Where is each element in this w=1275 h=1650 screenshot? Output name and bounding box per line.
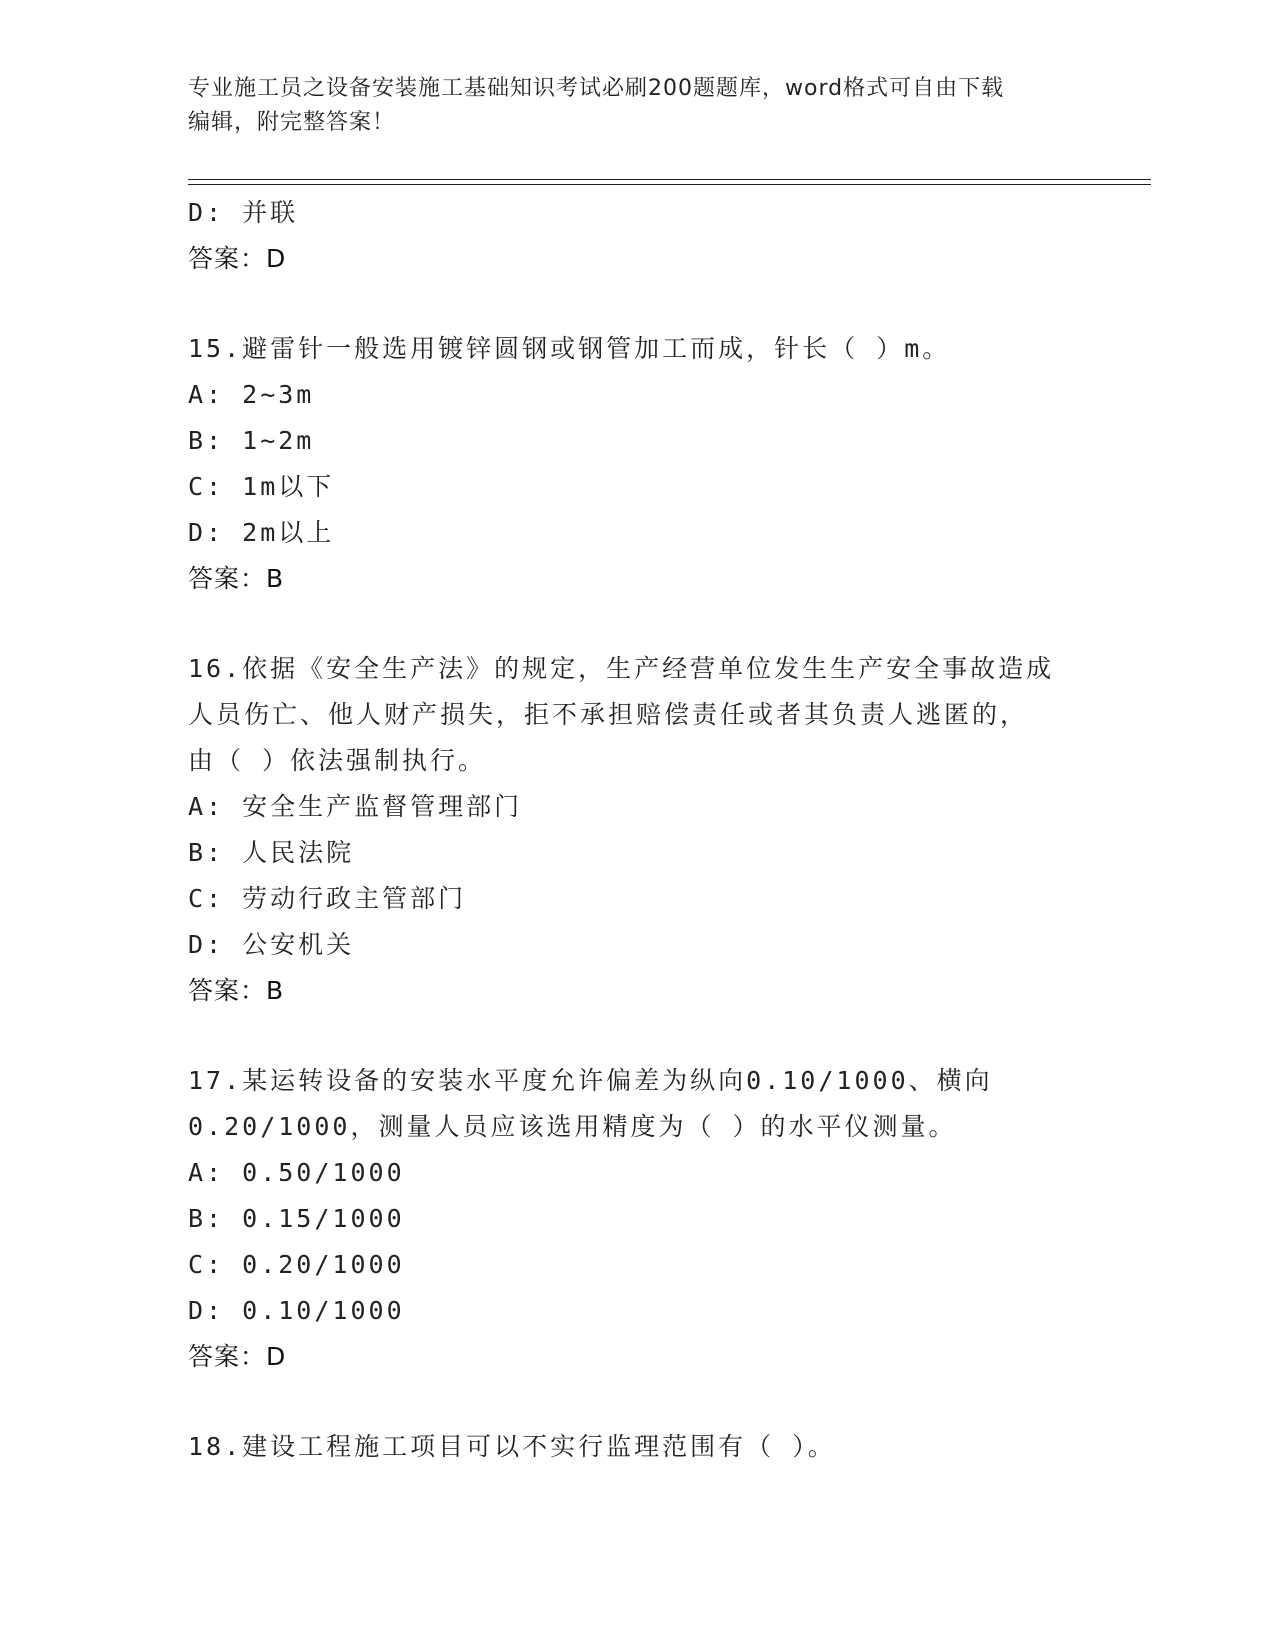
question-16 [188, 646, 1088, 1014]
question-text: 15.避雷针一般选用镀锌圆钢或钢管加工而成，针长（ ）m。 [188, 334, 951, 363]
answer-line: 答案：B [188, 564, 285, 593]
option-d: D: 2m以上 [188, 518, 335, 547]
option-c: C: 劳动行政主管部门 [188, 884, 467, 913]
option-b: B: 0.15/1000 [188, 1204, 405, 1233]
header-divider-top [188, 179, 1151, 180]
question-text: 人员伤亡、他人财产损失，拒不承担赔偿责任或者其负责人逃匿的， [188, 700, 1029, 729]
option-d: D: 0.10/1000 [188, 1296, 405, 1325]
option-a: A: 安全生产监督管理部门 [188, 792, 523, 821]
answer-line: 答案：D [188, 244, 287, 273]
option-d: D: 并联 [188, 198, 299, 227]
option-b: B: 1~2m [188, 426, 315, 455]
question-text: 17.某运转设备的安装水平度允许偏差为纵向0.10/1000、横向 [188, 1066, 993, 1095]
option-c: C: 1m以下 [188, 472, 335, 501]
question-15 [188, 326, 1088, 602]
header-line-2: 编辑，附完整答案！ [188, 110, 396, 135]
option-a: A: 0.50/1000 [188, 1158, 405, 1187]
question-list [188, 190, 1088, 1470]
option-b: B: 人民法院 [188, 838, 355, 867]
answer-line: 答案：B [188, 976, 285, 1005]
answer-line: 答案：D [188, 1342, 287, 1371]
option-a: A: 2~3m [188, 380, 315, 409]
option-d: D: 公安机关 [188, 930, 355, 959]
previous-question-tail [188, 190, 1088, 282]
question-18 [188, 1424, 1088, 1470]
option-c: C: 0.20/1000 [188, 1250, 405, 1279]
question-text: 18.建设工程施工项目可以不实行监理范围有（ ）。 [188, 1432, 836, 1461]
header-divider-bottom [188, 184, 1151, 185]
question-17 [188, 1058, 1088, 1380]
question-text: 16.依据《安全生产法》的规定，生产经营单位发生生产安全事故造成 [188, 654, 1055, 683]
question-text: 由（ ）依法强制执行。 [188, 746, 487, 775]
question-text: 0.20/1000，测量人员应该选用精度为（ ）的水平仪测量。 [188, 1112, 957, 1141]
document-header [188, 72, 1088, 140]
header-line-1: 专业施工员之设备安装施工基础知识考试必刷200题题库，word格式可自由下载 [188, 76, 1005, 101]
